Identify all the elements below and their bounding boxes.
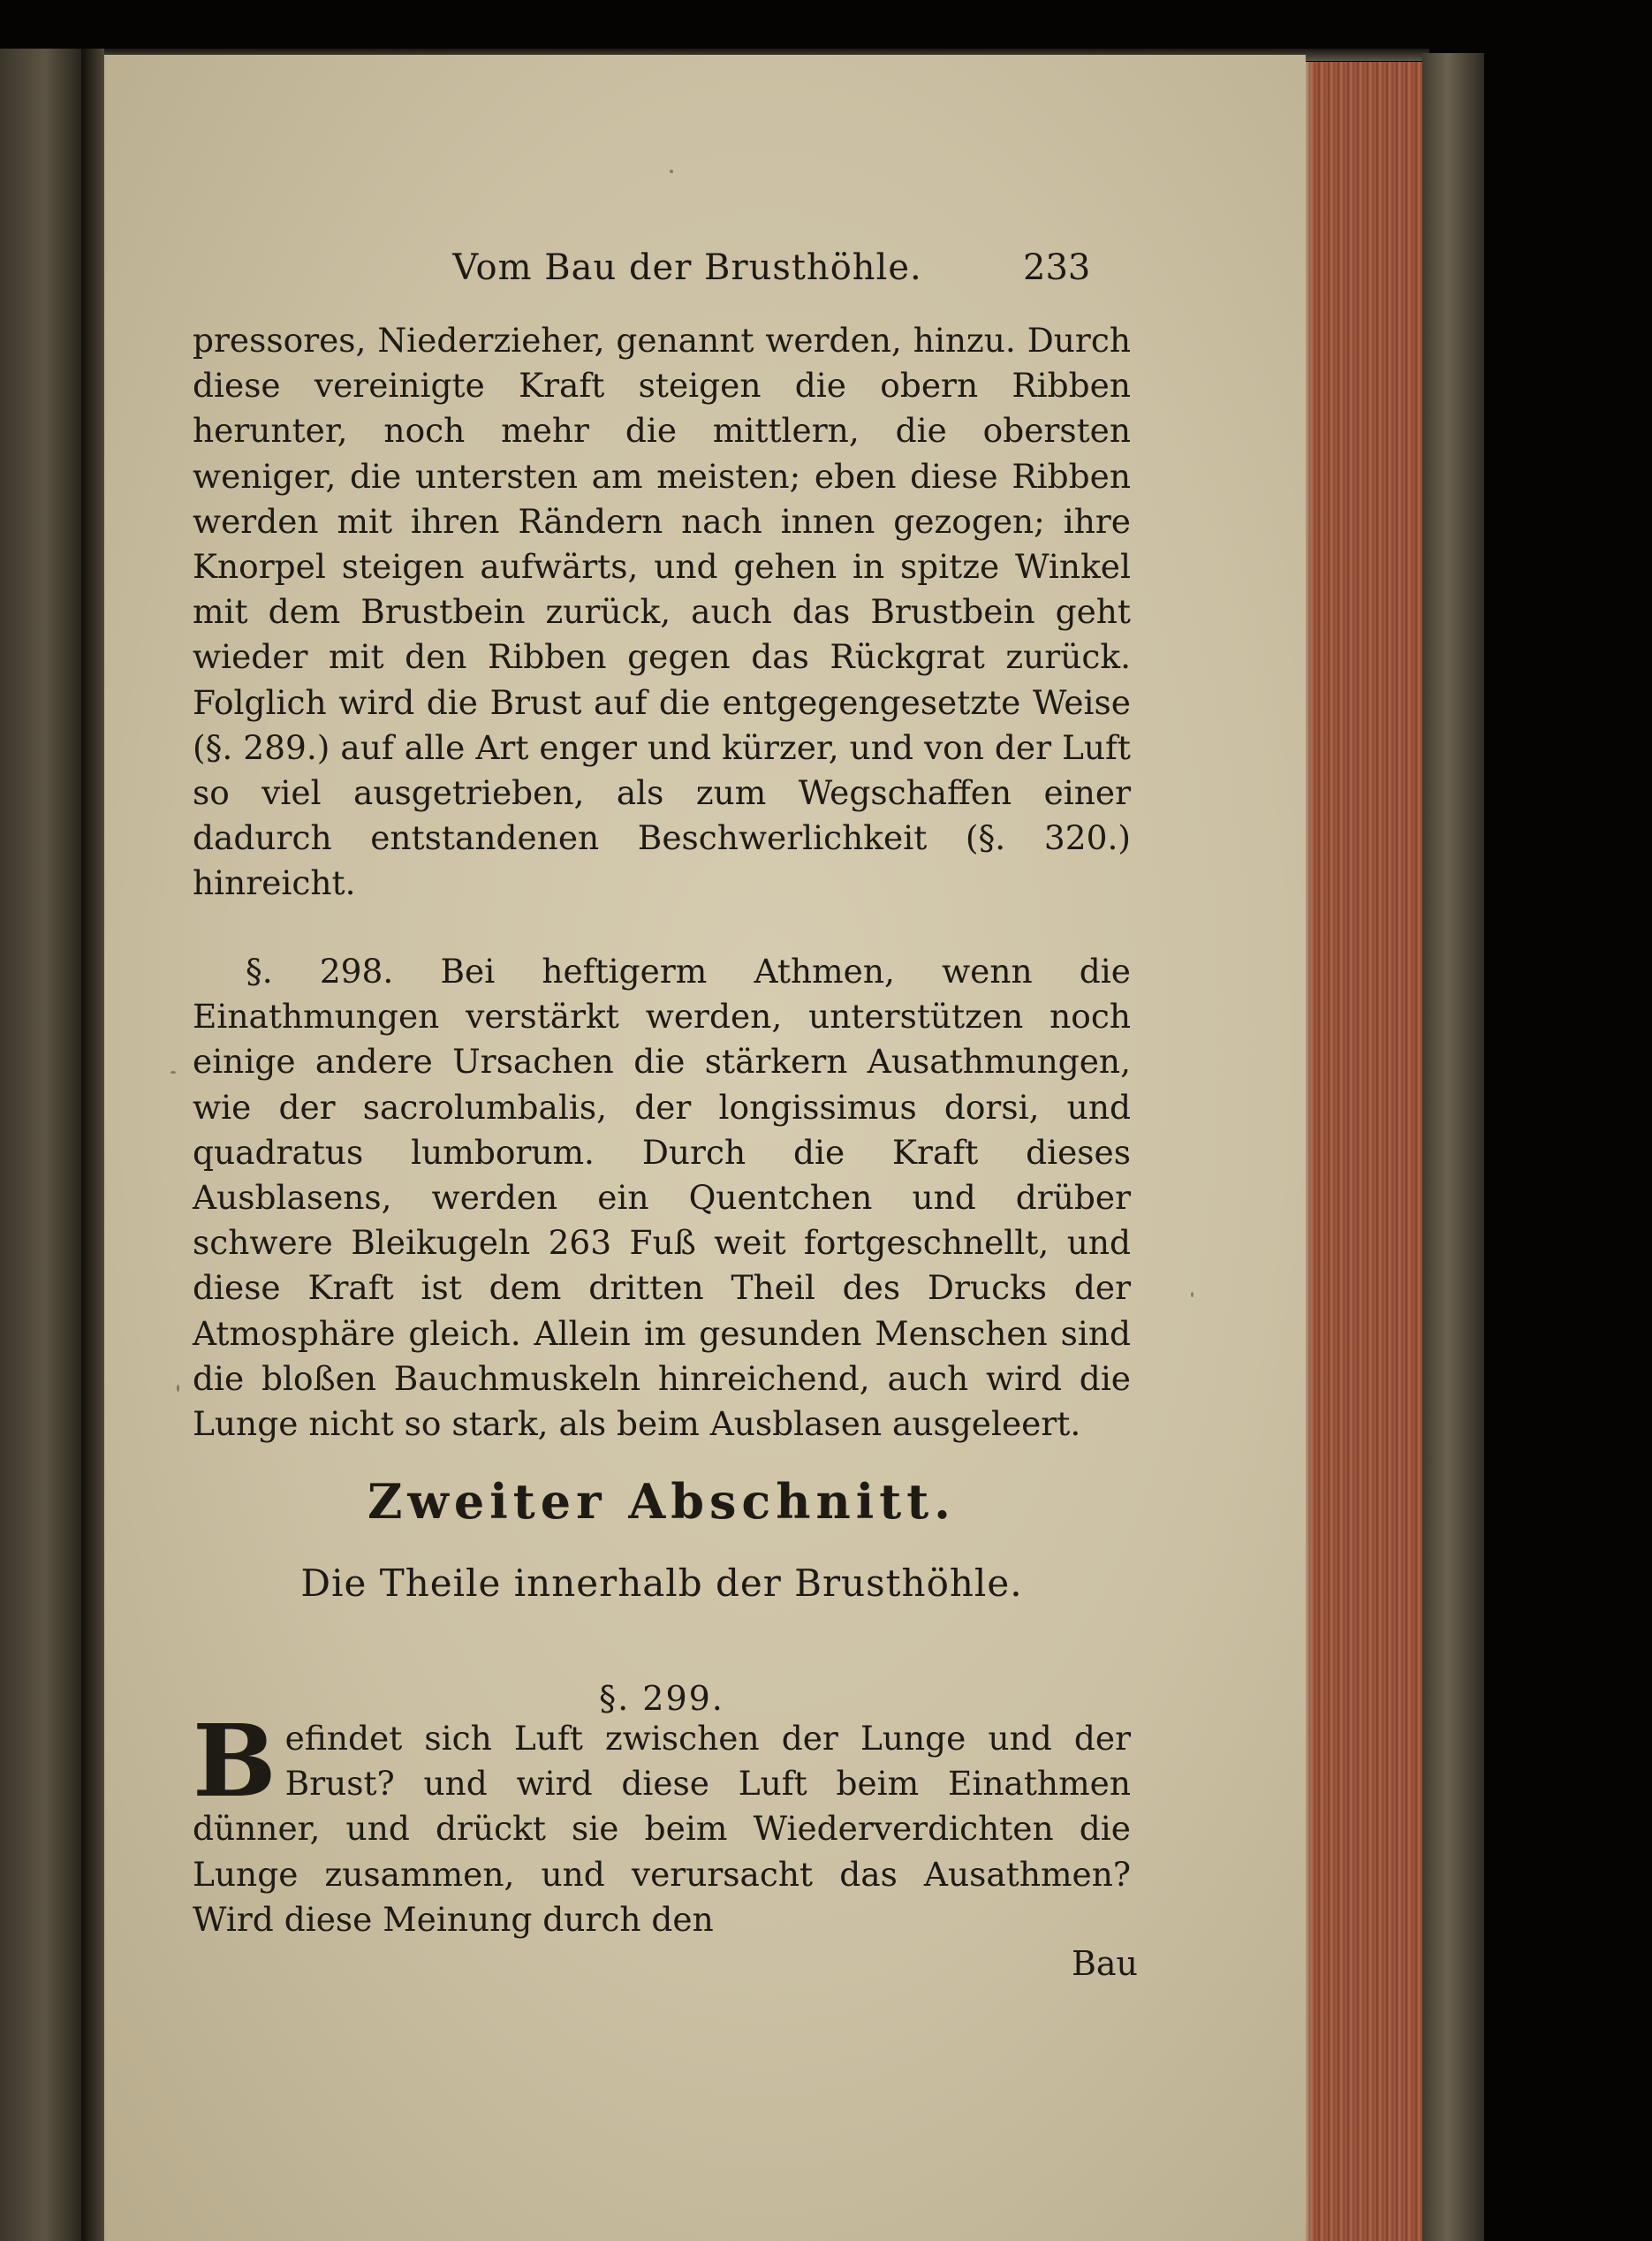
paragraph-continued: pressores, Niederzieher, genannt werden, hinzu. Durch diese vereinigte Kraft steigen die obern Ribben herunter, noch mehr die mittlern, die obersten weniger, die untersten am meisten; eben diese Ribben werden mit ihren Rändern nach innen gezogen; ihre Knorpel steigen aufwärts, und gehen in spitze Winkel mit dem Brustbein zurück, auch das Brustbein geht wieder mit den Ribben gegen das Rückgrat zurück. Folglich wird die Brust auf die entgegengesetzte Weise (§. 289.) auf alle Art enger und kürzer, und von der Luft so viel ausgetrieben, als zum Wegschaffen einer dadurch entstandenen Beschwerlichkeit (§. 320.) hinreicht. (193, 321, 1131, 903)
paper-speck (1191, 1292, 1194, 1297)
page-number: 233 (1023, 247, 1091, 288)
section-number-299: §. 299. (599, 1679, 724, 1718)
running-head: Vom Bau der Brusthöhle. (452, 247, 922, 288)
facing-page-edge (0, 49, 81, 2241)
paragraph-section-299-text: efindet sich Luft zwischen der Lunge und der Brust? und wird diese Luft beim Einathmen dünner, und drückt sie beim Wiederverdichten die Lunge zusammen, und verursacht das Ausathmen? Wird diese Meinung durch den (193, 1719, 1131, 1939)
paper-speck (171, 1071, 176, 1074)
dropcap-initial: B (193, 1704, 277, 1819)
catchword: Bau (1071, 1944, 1138, 1983)
paragraph-section-298: §. 298. Bei heftigerm Athmen, wenn die Einathmungen verstärkt werden, unterstützen noch einige andere Ursachen die stärkern Ausathmungen, wie der sacrolumbalis, der longissimus dorsi, und quadratus lumborum. Durch die Kraft dieses Ausblasens, werden ein Quentchen und drüber schwere Bleikugeln 263 Fuß weit fortgeschnellt, und diese Kraft ist dem dritten Theil des Drucks der Atmosphäre gleich. Allein im gesunden Menschen sind die bloßen Bauchmuskeln hinreichend, auch wird die Lunge nicht so stark, als beim Ausblasen ausgeleert. (193, 952, 1131, 1444)
page-fore-edge (1295, 62, 1424, 2241)
paper-speck (177, 1385, 179, 1392)
book-cover-edge (1422, 53, 1484, 2241)
section-subheading: Die Theile innerhalb der Brusthöhle. (300, 1561, 1023, 1605)
page-content (104, 55, 1306, 2241)
book-page (104, 55, 1306, 2241)
paper-speck (670, 170, 673, 173)
section-heading: Zweiter Abschnitt. (368, 1473, 956, 1530)
paragraph-section-299 (193, 1704, 1131, 1942)
